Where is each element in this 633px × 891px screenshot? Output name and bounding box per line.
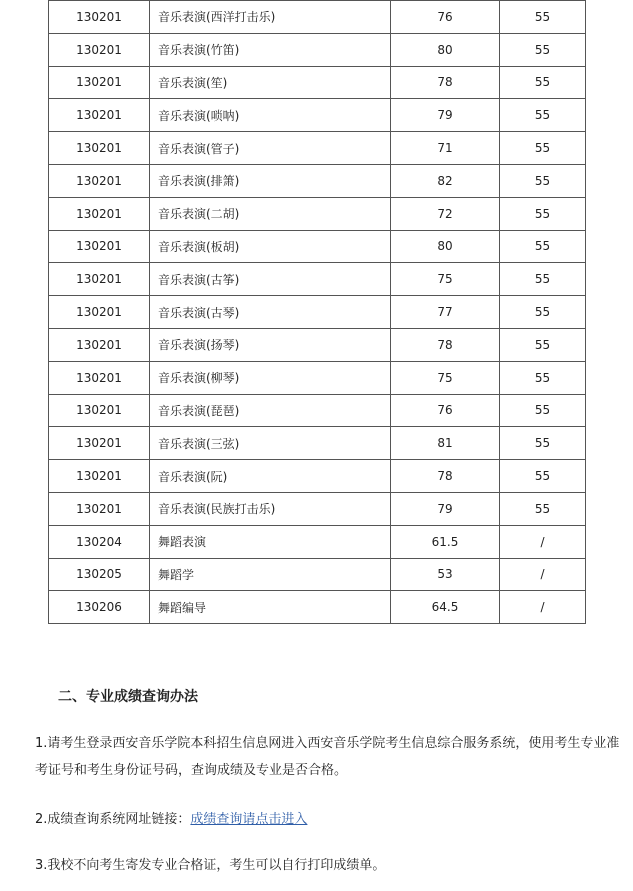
major-code-cell: 130201 [49, 460, 150, 493]
score-table-body [49, 1, 586, 624]
score-cell: 78 [391, 328, 500, 361]
major-code-cell: 130201 [49, 361, 150, 394]
passing-line-cell: 55 [500, 460, 586, 493]
major-code-cell: 130201 [49, 33, 150, 66]
major-name-cell: 音乐表演(唢呐) [150, 99, 391, 132]
table-row [49, 361, 586, 394]
major-name-cell: 音乐表演(民族打击乐) [150, 492, 391, 525]
table-row [49, 164, 586, 197]
score-cell: 78 [391, 460, 500, 493]
score-cell: 76 [391, 394, 500, 427]
table-row [49, 328, 586, 361]
major-name-cell: 舞蹈表演 [150, 525, 391, 558]
score-cell: 81 [391, 427, 500, 460]
major-code-cell: 130201 [49, 66, 150, 99]
section-heading: 二、专业成绩查询办法 [58, 689, 198, 705]
major-name-cell: 音乐表演(笙) [150, 66, 391, 99]
major-name-cell: 舞蹈编导 [150, 591, 391, 624]
major-name-cell: 音乐表演(二胡) [150, 197, 391, 230]
passing-line-cell: 55 [500, 230, 586, 263]
major-name-cell: 音乐表演(管子) [150, 132, 391, 165]
score-cell: 75 [391, 263, 500, 296]
passing-line-cell: / [500, 591, 586, 624]
passing-line-cell: 55 [500, 492, 586, 525]
passing-line-cell: 55 [500, 394, 586, 427]
table-row [49, 132, 586, 165]
table-row [49, 33, 586, 66]
score-cell: 76 [391, 1, 500, 34]
table-row [49, 427, 586, 460]
table-row [49, 525, 586, 558]
passing-line-cell: 55 [500, 164, 586, 197]
major-code-cell: 130201 [49, 328, 150, 361]
passing-line-cell: 55 [500, 132, 586, 165]
table-row [49, 66, 586, 99]
table-row [49, 263, 586, 296]
score-cell: 71 [391, 132, 500, 165]
instruction-paragraph-1: 1.请考生登录西安音乐学院本科招生信息网进入西安音乐学院考生信息综合服务系统，使用考生专业准考证号和考生身份证号码，查询成绩及专业是否合格。 [35, 736, 620, 778]
table-row [49, 99, 586, 132]
score-cell: 80 [391, 33, 500, 66]
major-code-cell: 130204 [49, 525, 150, 558]
passing-line-cell: / [500, 525, 586, 558]
score-cell: 80 [391, 230, 500, 263]
passing-line-cell: 55 [500, 33, 586, 66]
major-code-cell: 130201 [49, 1, 150, 34]
table-row [49, 460, 586, 493]
major-code-cell: 130201 [49, 164, 150, 197]
major-code-cell: 130201 [49, 99, 150, 132]
major-code-cell: 130201 [49, 230, 150, 263]
table-row [49, 230, 586, 263]
major-code-cell: 130201 [49, 263, 150, 296]
score-query-link[interactable]: 成绩查询请点击进入 [190, 812, 308, 827]
score-cell: 79 [391, 99, 500, 132]
score-cell: 79 [391, 492, 500, 525]
table-row [49, 1, 586, 34]
instruction-paragraph-3: 3.我校不向考生寄发专业合格证，考生可以自行打印成绩单。 [35, 858, 386, 873]
major-name-cell: 音乐表演(琵琶) [150, 394, 391, 427]
passing-line-cell: 55 [500, 361, 586, 394]
major-name-cell: 音乐表演(柳琴) [150, 361, 391, 394]
score-cell: 53 [391, 558, 500, 591]
major-name-cell: 音乐表演(扬琴) [150, 328, 391, 361]
link-prefix-text: 2.成绩查询系统网址链接： [35, 812, 191, 827]
major-code-cell: 130201 [49, 296, 150, 329]
major-name-cell: 音乐表演(竹笛) [150, 33, 391, 66]
table-row [49, 558, 586, 591]
major-name-cell: 音乐表演(古筝) [150, 263, 391, 296]
table-row [49, 197, 586, 230]
major-code-cell: 130206 [49, 591, 150, 624]
passing-line-cell: 55 [500, 99, 586, 132]
major-code-cell: 130201 [49, 427, 150, 460]
passing-line-cell: 55 [500, 66, 586, 99]
score-cell: 75 [391, 361, 500, 394]
table-row [49, 394, 586, 427]
score-cell: 78 [391, 66, 500, 99]
passing-line-cell: 55 [500, 296, 586, 329]
table-row [49, 492, 586, 525]
passing-line-cell: 55 [500, 263, 586, 296]
table-row [49, 591, 586, 624]
major-name-cell: 音乐表演(古琴) [150, 296, 391, 329]
passing-line-cell: 55 [500, 1, 586, 34]
major-code-cell: 130201 [49, 394, 150, 427]
score-cell: 77 [391, 296, 500, 329]
major-code-cell: 130201 [49, 132, 150, 165]
passing-line-cell: / [500, 558, 586, 591]
score-table [48, 0, 586, 624]
passing-line-cell: 55 [500, 197, 586, 230]
score-cell: 72 [391, 197, 500, 230]
major-name-cell: 音乐表演(排箫) [150, 164, 391, 197]
major-name-cell: 音乐表演(西洋打击乐) [150, 1, 391, 34]
major-name-cell: 音乐表演(板胡) [150, 230, 391, 263]
passing-line-cell: 55 [500, 328, 586, 361]
score-cell: 64.5 [391, 591, 500, 624]
major-name-cell: 音乐表演(阮) [150, 460, 391, 493]
major-code-cell: 130205 [49, 558, 150, 591]
score-cell: 61.5 [391, 525, 500, 558]
table-row [49, 296, 586, 329]
major-code-cell: 130201 [49, 492, 150, 525]
score-cell: 82 [391, 164, 500, 197]
passing-line-cell: 55 [500, 427, 586, 460]
instruction-paragraph-2 [35, 806, 621, 833]
major-code-cell: 130201 [49, 197, 150, 230]
major-name-cell: 舞蹈学 [150, 558, 391, 591]
major-name-cell: 音乐表演(三弦) [150, 427, 391, 460]
